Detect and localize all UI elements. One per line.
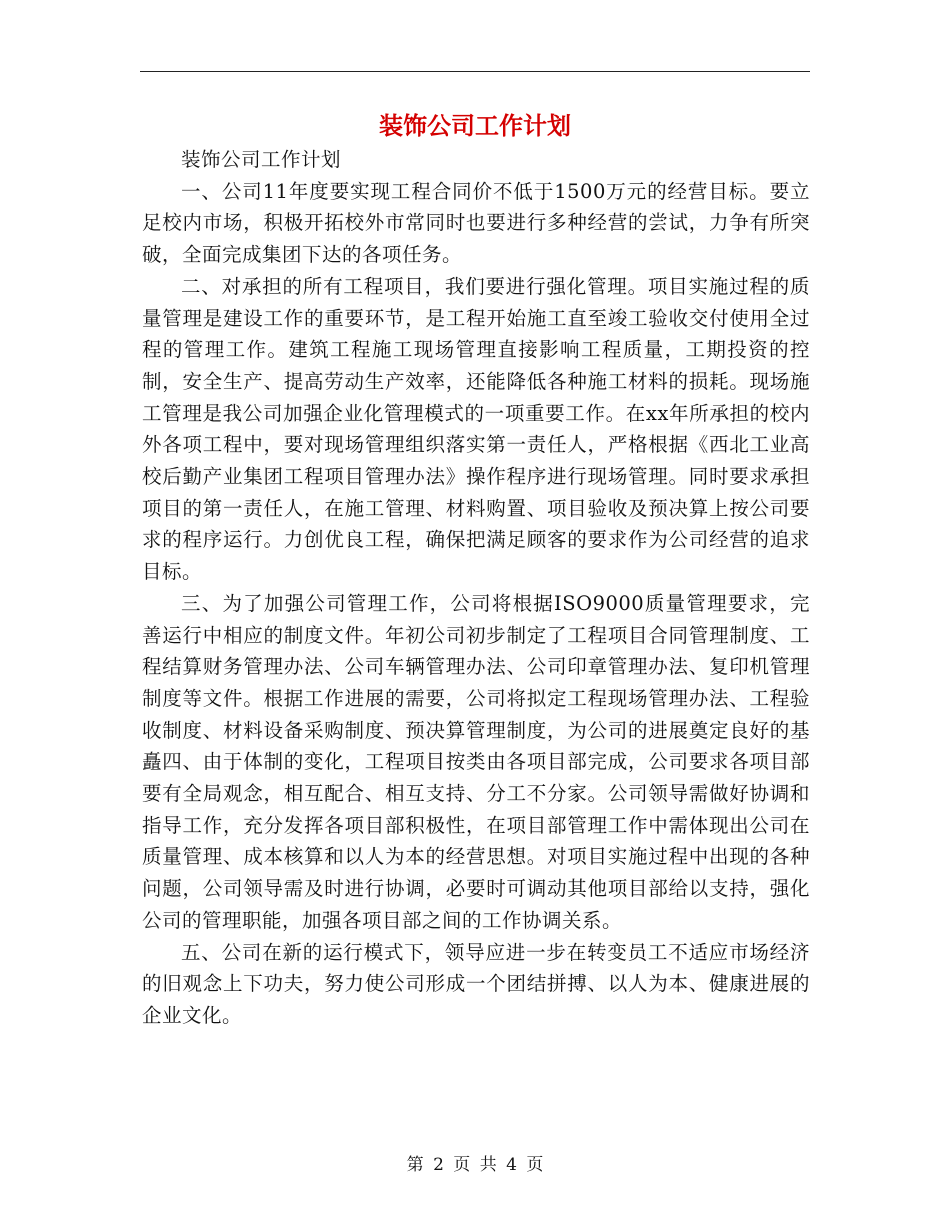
page-number: 第 2 页 共 4 页	[406, 1155, 544, 1175]
header-rule	[140, 71, 810, 72]
document-body	[142, 144, 810, 1032]
paragraph-1: 一、公司11年度要实现工程合同价不低于1500万元的经营目标。要立足校内市场，积极开拓校外市常同时也要进行多种经营的尝试，力争有所突破，全面完成集团下达的各项任务。	[142, 179, 810, 267]
paragraph-subtitle: 装饰公司工作计划	[181, 148, 342, 171]
paragraph-3: 三、为了加强公司管理工作，公司将根据ISO9000质量管理要求，完善运行中相应的制度文件。年初公司初步制定了工程项目合同管理制度、工程结算财务管理办法、公司车辆管理办法、公司印章管理办法、复印机管理制度等文件。根据工作进展的需要，公司将拟定工程现场管理办法、工程验收制度、材料设备采购制度、预决算管理制度，为公司的进展奠定良好的基矗四、由于体制的变化，工程项目按类由各项目部完成，公司要求各项目部要有全局观念，相互配合、相互支持、分工不分家。公司领导需做好协调和指导工作，充分发挥各项目部积极性，在项目部管理工作中需体现出公司在质量管理、成本核算和以人为本的经营思想。对项目实施过程中出现的各种问题，公司领导需及时进行协调，必要时可调动其他项目部给以支持，强化公司的管理职能，加强各项目部之间的工作协调关系。	[142, 591, 810, 932]
paragraph-2: 二、对承担的所有工程项目，我们要进行强化管理。项目实施过程的质量管理是建设工作的重要环节，是工程开始施工直至竣工验收交付使用全过程的管理工作。建筑工程施工现场管理直接影响工程质量，工期投资的控制，安全生产、提高劳动生产效率，还能降低各种施工材料的损耗。现场施工管理是我公司加强企业化管理模式的一项重要工作。在xx年所承担的校内外各项工程中，要对现场管理组织落实第一责任人，严格根据《西北工业高校后勤产业集团工程项目管理办法》操作程序进行现场管理。同时要求承担项目的第一责任人，在施工管理、材料购置、项目验收及预决算上按公司要求的程序运行。力创优良工程，确保把满足顾客的要求作为公司经营的追求目标。	[142, 274, 810, 584]
paragraph-5: 五、公司在新的运行模式下，领导应进一步在转变员工不适应市场经济的旧观念上下功夫，努力使公司形成一个团结拼搏、以人为本、健康进展的企业文化。	[142, 940, 810, 1027]
document-title: 装饰公司工作计划	[379, 111, 571, 140]
